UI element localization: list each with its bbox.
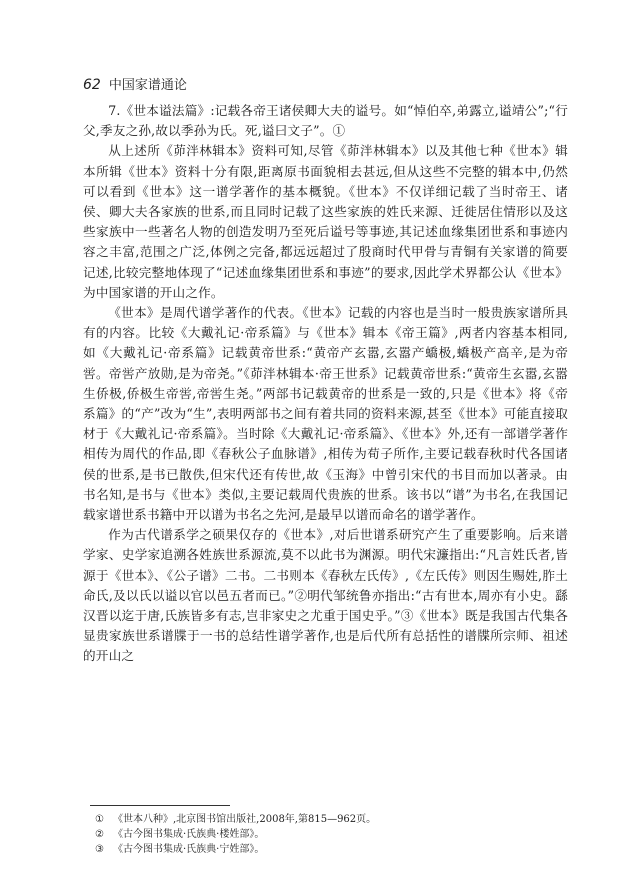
- paragraph: 《世本》是周代谱学著作的代表。《世本》记载的内容也是当时一般贵族家谱所具有的内容。比较《大戴礼记·帝系篇》与《世本》辑本《帝王篇》,两者内容基本相同,如《大戴礼记·帝系篇》记载黄帝世系:“黄帝产玄嚣,玄嚣产蟜极,蟜极产高辛,是为帝喾。帝喾产放勋,是为帝尧。”《茆泮林辑本·帝王世系》记载黄帝世系:“黄帝生玄嚣,玄嚣生侨极,侨极生帝喾,帝喾生尧。”两部书记载黄帝的世系是一致的,只是《世本》将《帝系篇》的“产”改为“生”,表明两部书之间有着共同的资料来源,甚至《世本》可能直接取材于《大戴礼记·帝系篇》。当时除《大戴礼记·帝系篇》、《世本》外,还有一部谱学著作相传为周代的作品,即《春秋公子血脉谱》,相传为荀子所作,主要记载春秋时代各国诸侯的世系,是书已散佚,但宋代还有传世,故《玉海》中曾引宋代的书目而加以著录。由书名知,是书与《世本》类似,主要记载周代贵族的世系。该书以“谱”为书名,在我国记载家谱世系书籍中开以谱为书名之先河,是最早以谱而命名的谱学著作。: [83, 305, 568, 523]
- footnote-text: 《古今图书集成·氏族典·楼姓部》。: [113, 829, 265, 840]
- footnote-item: [95, 827, 555, 842]
- page-number: 62: [83, 77, 101, 93]
- footnote-item: [95, 812, 555, 827]
- footnotes: [95, 812, 555, 857]
- page-header: [83, 74, 187, 93]
- paragraph: 作为古代谱系学之硕果仅存的《世本》,对后世谱系研究产生了重要影响。后来谱学家、史学家追溯各姓族世系源流,莫不以此书为渊源。明代宋濂指出:“凡言姓氏者,皆源于《世本》、《公子谱》二书。二书则本《春秋左氏传》,《左氏传》则因生赐姓,胙土命氏,及以氏以谥以官以邑五者而已。”②明代邹统鲁亦指出:“古有世本,周亦有小史。繇汉晋以迄于唐,氏族皆多有志,岂非家史之尤重于国史乎。”③《世本》既是我国古代集各显贵家族世系谱牒于一书的总结性谱学著作,也是后代所有总括性的谱牒所宗师、祖述的开山之: [83, 527, 568, 664]
- footnote-text: 《世本八种》,北京图书馆出版社,2008年,第815—962页。: [113, 814, 377, 825]
- paragraph: 从上述所《茆泮林辑本》资料可知,尽管《茆泮林辑本》以及其他七种《世本》辑本所辑《世本》资料十分有限,距离原书面貌相去甚远,但从这些不完整的辑本中,仍然可以看到《世本》这一谱学著作的基本概貌。《世本》不仅详细记载了当时帝王、诸侯、卿大夫各家族的世系,而且同时记载了这些家族的姓氏来源、迁徙居住情形以及这些家族中一些著名人物的创造发明乃至死后谥号等事迹,其记述血缘集团世系和事迹内容之丰富,范围之广泛,体例之完备,都远远超过了殷商时代甲骨与青铜有关家谱的简要记述,比较完整地体现了“记述血缘集团世系和事迹”的要求,因此学术界都公认《世本》为中国家谱的开山之作。: [83, 143, 568, 300]
- footnote-marker: ③: [95, 844, 104, 855]
- body-text: [83, 101, 568, 667]
- footnote-marker: ①: [95, 814, 104, 825]
- footnote-item: [95, 842, 555, 857]
- running-title: 中国家谱通论: [108, 78, 187, 93]
- footnote-divider: [90, 805, 230, 806]
- paragraph: 7.《世本谥法篇》:记载各帝王诸侯卿大夫的谥号。如“悼伯卒,弟露立,谥靖公”;“行父,季友之孙,故以季孙为氏。死,谥曰文子”。①: [83, 103, 568, 139]
- footnote-marker: ②: [95, 829, 104, 840]
- footnote-text: 《古今图书集成·氏族典·宁姓部》。: [113, 844, 265, 855]
